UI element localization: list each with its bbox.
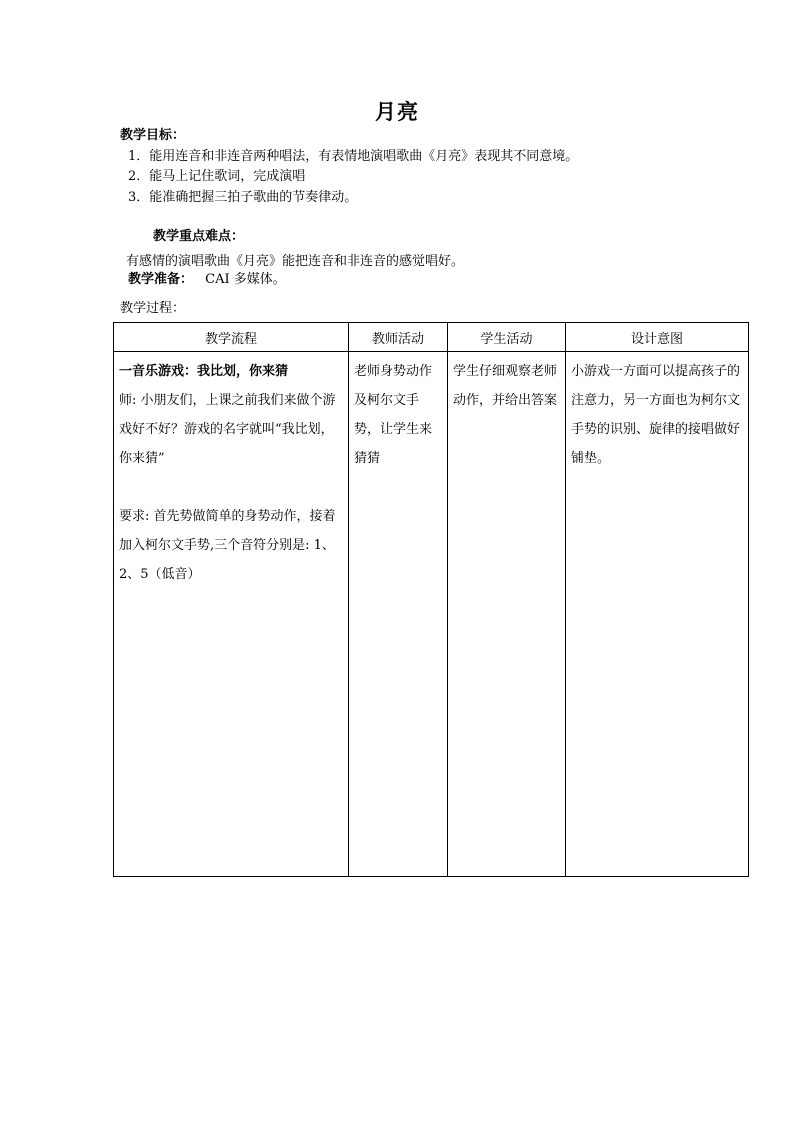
objective-item-1: 1．能用连音和非连音两种唱法，有表情地演唱歌曲《月亮》表现其不同意境。 [128, 149, 579, 164]
cell-design-intent [566, 352, 749, 877]
design-intent-text: 小游戏一方面可以提高孩子的注意力，另一方面也为柯尔文手势的识别、旋律的接唱做好铺垫。 [571, 364, 741, 466]
teaching-process-table [113, 322, 749, 877]
objective-item-3: 3．能准确把握三拍子歌曲的节奏律动。 [128, 190, 358, 205]
table-header-row [114, 323, 749, 352]
student-activity-text: 学生仔细观察老师动作，并给出答案 [453, 364, 558, 408]
header-teacher-activity: 教师活动 [349, 323, 448, 352]
preparation-label: 教学准备： [128, 272, 194, 287]
paragraph-spacer [119, 473, 344, 502]
flow-heading: 一音乐游戏：我比划，你来猜 [119, 364, 289, 379]
preparation-line [128, 271, 286, 289]
cell-flow [114, 352, 349, 877]
objectives-heading: 教学目标： [120, 128, 186, 143]
flow-paragraph-2: 要求: 首先势做简单的身势动作，接着加入柯尔文手势,三个音符分别是: 1、2、5（低音） [119, 509, 336, 582]
cell-teacher-activity [349, 352, 448, 877]
objective-item-2: 2．能马上记住歌词，完成演唱 [128, 169, 306, 184]
key-points-heading: 教学重点难点： [153, 229, 245, 244]
header-student-activity: 学生活动 [448, 323, 566, 352]
flow-paragraph-1: 师: 小朋友们，上课之前我们来做个游戏好不好？游戏的名字就叫“我比划，你来猜” [119, 393, 336, 466]
key-points-text: 有感情的演唱歌曲《月亮》能把连音和非连音的感觉唱好。 [126, 254, 465, 269]
header-design-intent: 设计意图 [566, 323, 749, 352]
cell-student-activity [448, 352, 566, 877]
page-title: 月亮 [375, 99, 419, 124]
preparation-value: CAI 多媒体。 [205, 272, 286, 287]
header-flow: 教学流程 [114, 323, 349, 352]
teacher-activity-text: 老师身势动作及柯尔文手势，让学生来猜猜 [354, 364, 433, 466]
process-label: 教学过程： [120, 301, 186, 316]
table-row [114, 352, 749, 877]
